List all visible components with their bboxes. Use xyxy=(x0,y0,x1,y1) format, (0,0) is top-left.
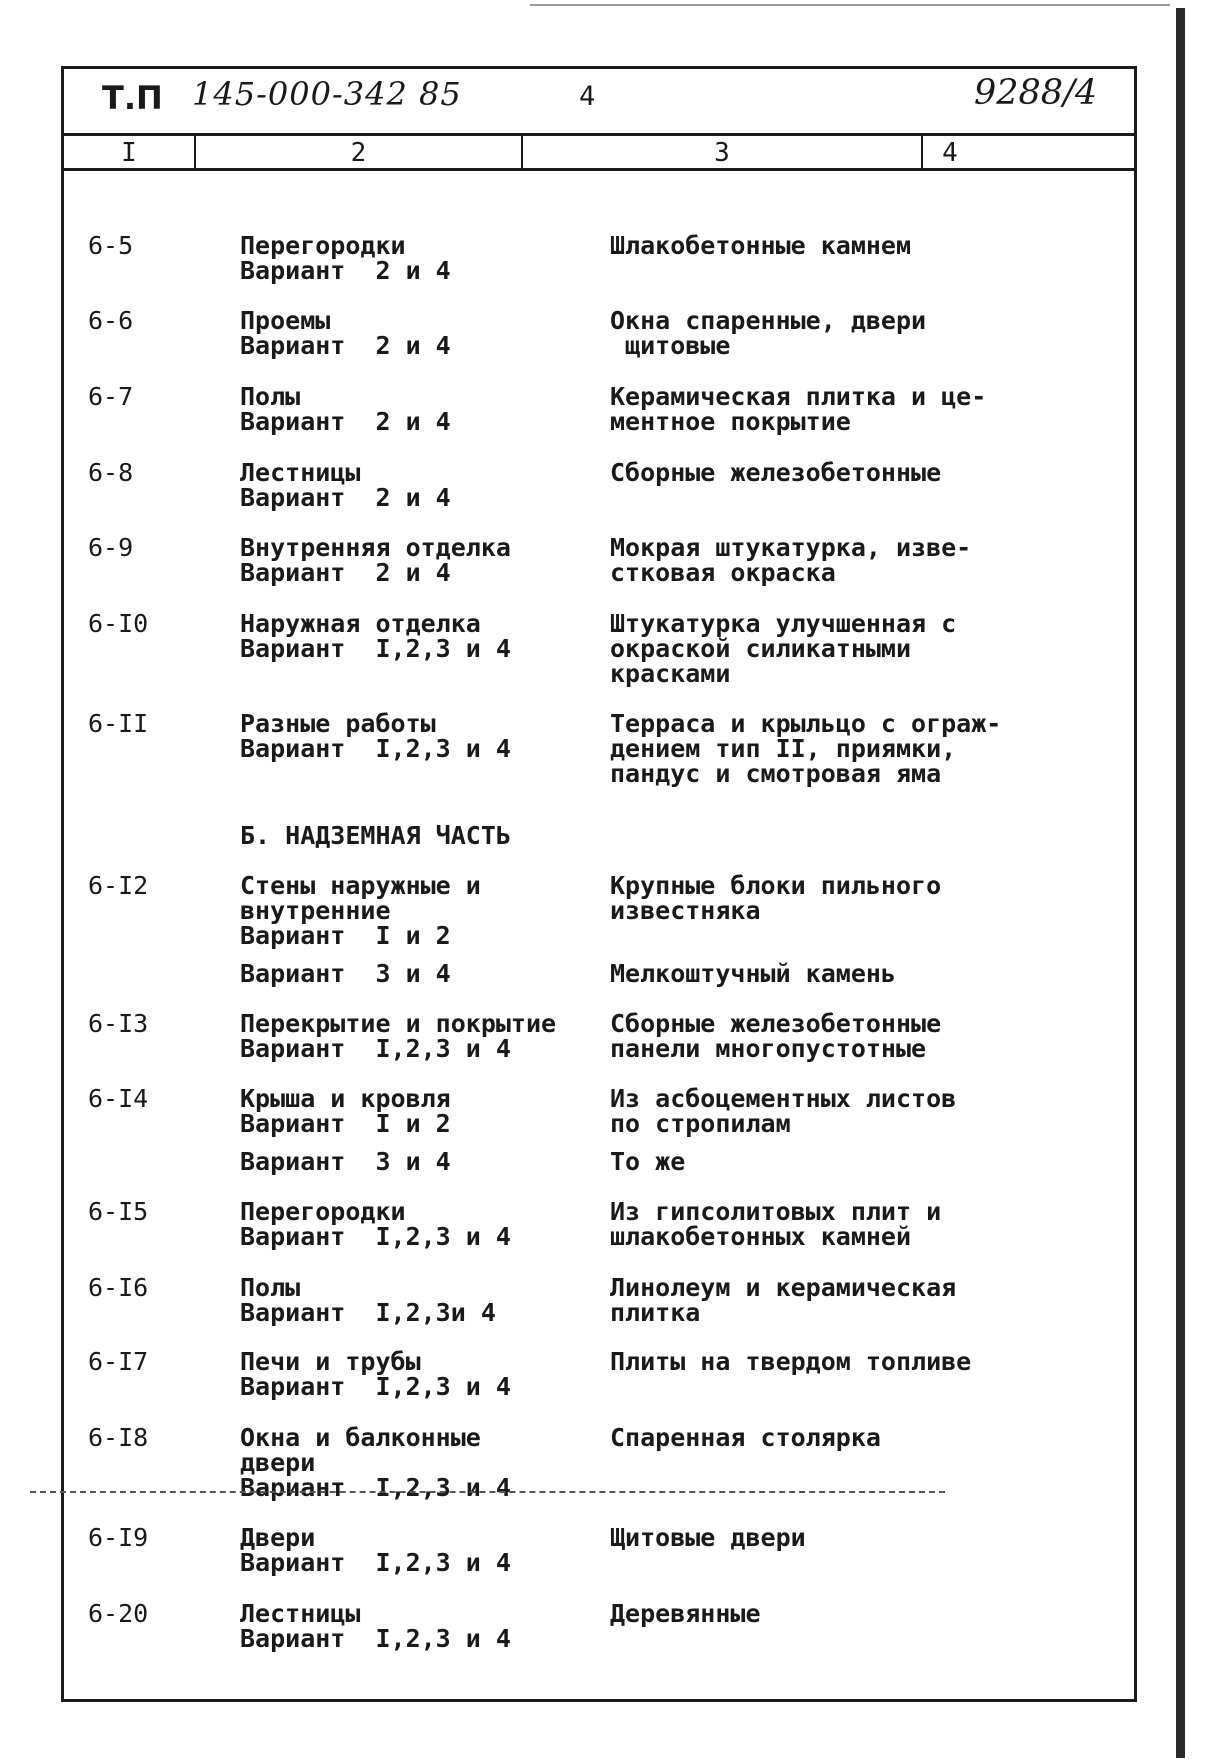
row-element: Лестницы Вариант I,2,3 и 4 xyxy=(240,1599,511,1653)
column-header-2: 2 xyxy=(350,138,367,168)
column-header-3: 3 xyxy=(714,138,730,168)
row-element: Окна и балконные двери Вариант I,2,3 и 4 xyxy=(240,1423,511,1502)
dashed-divider xyxy=(30,1491,945,1493)
row-number: 6-7 xyxy=(88,382,134,411)
row-number: 6-20 xyxy=(88,1599,149,1628)
row-material: Штукатурка улучшенная с окраской силикатными красками xyxy=(610,609,957,688)
row-element: Полы Вариант I,2,3и 4 xyxy=(240,1273,496,1327)
row-number: 6-I8 xyxy=(88,1423,149,1452)
scan-right-edge xyxy=(1176,8,1185,1758)
row-material: Плиты на твердом топливе xyxy=(610,1347,972,1376)
row-material: Окна спаренные, двери щитовые xyxy=(610,306,927,360)
row-element: Полы Вариант 2 и 4 xyxy=(240,382,451,436)
row-element: Наружная отделка Вариант I,2,3 и 4 xyxy=(240,609,511,663)
row-element: Печи и трубы Вариант I,2,3 и 4 xyxy=(240,1347,511,1401)
column-header xyxy=(64,133,1134,171)
row-number: 6-I5 xyxy=(88,1197,149,1226)
row-material: Терраса и крыльцо с ограж- дением тип II, приямки, пандус и смотровая яма xyxy=(610,709,1002,788)
row-number: 6-II xyxy=(88,709,149,738)
row-element: Внутренняя отделка Вариант 2 и 4 xyxy=(240,533,511,587)
row-material: Шлакобетонные камнем xyxy=(610,231,912,260)
row-element: Вариант 3 и 4 xyxy=(240,1147,451,1176)
row-number: 6-6 xyxy=(88,306,134,335)
row-material: Керамическая плитка и це- ментное покрытие xyxy=(610,382,987,436)
row-element: Вариант 3 и 4 xyxy=(240,959,451,988)
row-number: 6-I7 xyxy=(88,1347,149,1376)
document-number: 9288/4 xyxy=(974,73,1098,113)
row-number: 6-I2 xyxy=(88,871,149,900)
row-material: То же xyxy=(610,1147,686,1176)
row-number: 6-I9 xyxy=(88,1523,149,1552)
section-title: Б. НАДЗЕМНАЯ ЧАСТЬ xyxy=(240,821,511,850)
row-element: Перегородки Вариант I,2,3 и 4 xyxy=(240,1197,511,1251)
row-number: 6-8 xyxy=(88,458,134,487)
row-material: Щитовые двери xyxy=(610,1523,806,1552)
row-material: Сборные железобетонные xyxy=(610,458,942,487)
row-element: Перекрытие и покрытие Вариант I,2,3 и 4 xyxy=(240,1009,557,1063)
row-material: Сборные железобетонные панели многопустотные xyxy=(610,1009,942,1063)
row-element: Крыша и кровля Вариант I и 2 xyxy=(240,1084,451,1138)
row-material: Мокрая штукатурка, изве- стковая окраска xyxy=(610,533,972,587)
row-element: Стены наружные и внутренние Вариант I и 2 xyxy=(240,871,481,950)
stamp-code: 145-000-342 85 xyxy=(192,75,462,113)
row-element: Двери Вариант I,2,3 и 4 xyxy=(240,1523,511,1577)
row-number: 6-I6 xyxy=(88,1273,149,1302)
column-header-1: I xyxy=(121,138,137,168)
row-element: Перегородки Вариант 2 и 4 xyxy=(240,231,451,285)
row-material: Деревянные xyxy=(610,1599,761,1628)
scan-top-edge xyxy=(530,4,1170,6)
row-material: Мелкоштучный камень xyxy=(610,959,896,988)
row-element: Лестницы Вариант 2 и 4 xyxy=(240,458,451,512)
row-element: Проемы Вариант 2 и 4 xyxy=(240,306,451,360)
row-material: Линолеум и керамическая плитка xyxy=(610,1273,957,1327)
row-material: Из гипсолитовых плит и шлакобетонных камней xyxy=(610,1197,942,1251)
row-number: 6-I4 xyxy=(88,1084,149,1113)
row-material: Спаренная столярка xyxy=(610,1423,881,1452)
row-number: 6-I0 xyxy=(88,609,149,638)
document-sheet xyxy=(61,66,1137,1702)
page-number: 4 xyxy=(579,81,596,112)
stamp-prefix: Т.П xyxy=(102,79,163,117)
row-number: 6-9 xyxy=(88,533,134,562)
column-header-4: 4 xyxy=(942,138,958,168)
row-element: Разные работы Вариант I,2,3 и 4 xyxy=(240,709,511,763)
row-number: 6-I3 xyxy=(88,1009,149,1038)
row-material: Крупные блоки пильного известняка xyxy=(610,871,942,925)
row-material: Из асбоцементных листов по стропилам xyxy=(610,1084,957,1138)
row-number: 6-5 xyxy=(88,231,134,260)
title-block xyxy=(64,69,1134,133)
